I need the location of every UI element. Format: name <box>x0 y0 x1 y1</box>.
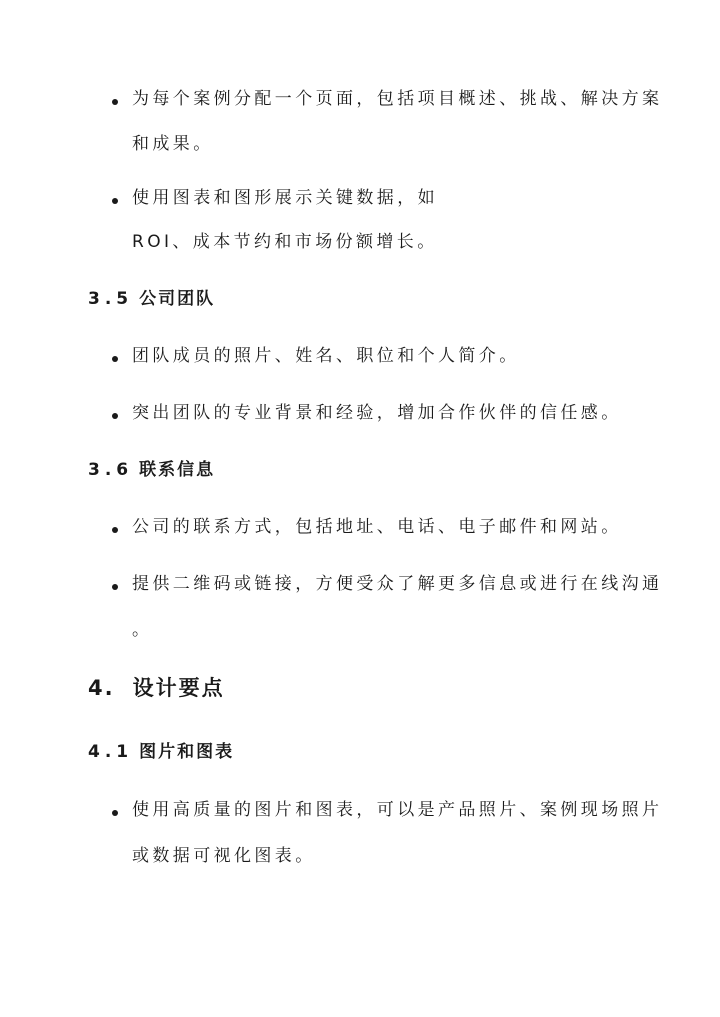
section-heading-images <box>88 741 234 763</box>
case-bullet-2-line-1: 使用图表和图形展示关键数据，如 <box>132 188 438 208</box>
chapter-title: 设计要点 <box>132 676 225 700</box>
contact-bullet-2-line-2: 。 <box>132 620 153 640</box>
images-bullet-1-line-2: 或数据可视化图表。 <box>132 846 316 866</box>
section-number: 3.6 <box>88 460 134 480</box>
bullet-dot <box>112 99 118 105</box>
bullet-dot <box>112 584 118 590</box>
chapter-heading-design <box>88 675 225 701</box>
contact-bullet-2-line-1: 提供二维码或链接，方便受众了解更多信息或进行在线沟通 <box>132 574 663 594</box>
bullet-dot <box>112 198 118 204</box>
section-heading-team <box>88 288 215 310</box>
contact-bullet-1: 公司的联系方式，包括地址、电话、电子邮件和网站。 <box>132 517 622 537</box>
bullet-dot <box>112 810 118 816</box>
bullet-dot <box>112 527 118 533</box>
section-number: 4.1 <box>88 742 134 762</box>
bullet-dot <box>112 413 118 419</box>
case-bullet-1-line-2: 和成果。 <box>132 134 214 154</box>
images-bullet-1-line-1: 使用高质量的图片和图表，可以是产品照片、案例现场照片 <box>132 800 663 820</box>
bullet-dot <box>112 356 118 362</box>
section-title: 公司团队 <box>139 289 216 309</box>
case-bullet-2-line-2: ROI、成本节约和市场份额增长。 <box>132 232 438 252</box>
chapter-number: 4. <box>88 676 115 700</box>
section-heading-contact <box>88 459 215 481</box>
case-bullet-1-line-1: 为每个案例分配一个页面，包括项目概述、挑战、解决方案 <box>132 89 663 109</box>
section-title: 图片和图表 <box>139 742 235 762</box>
section-number: 3.5 <box>88 289 134 309</box>
team-bullet-1: 团队成员的照片、姓名、职位和个人简介。 <box>132 346 520 366</box>
section-title: 联系信息 <box>139 460 216 480</box>
team-bullet-2: 突出团队的专业背景和经验，增加合作伙伴的信任感。 <box>132 403 622 423</box>
